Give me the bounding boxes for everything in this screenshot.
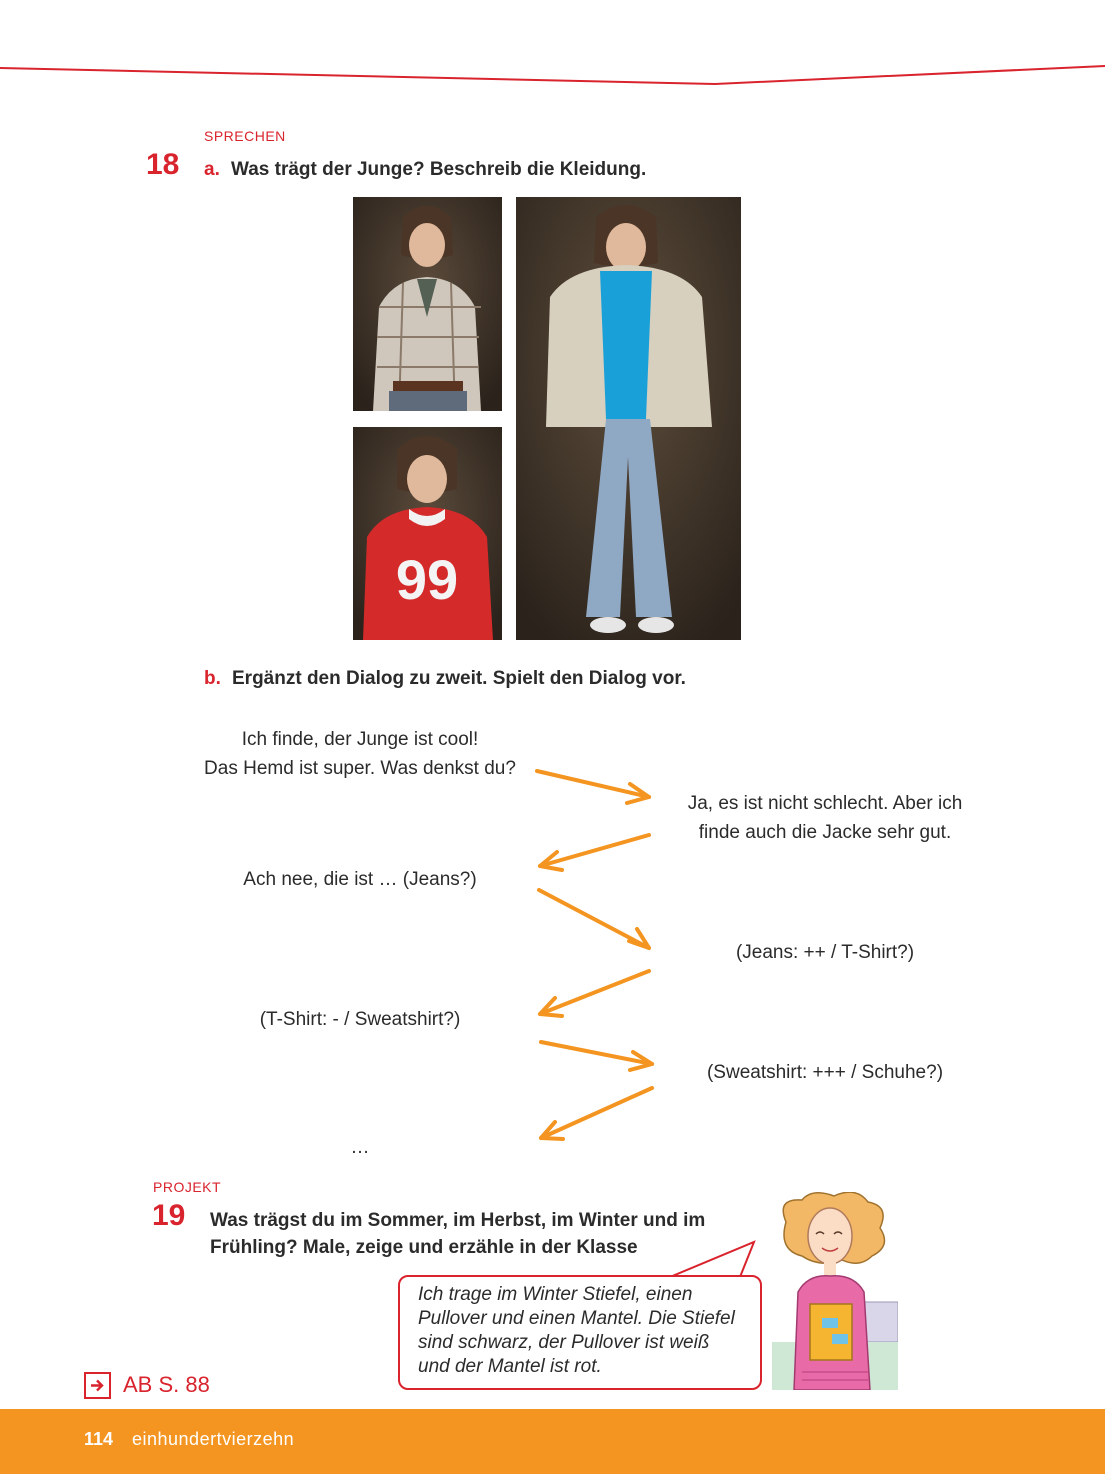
- dialog-line-2b: finde auch die Jacke sehr gut.: [698, 822, 952, 843]
- section-label-sprechen: SPRECHEN: [204, 128, 286, 144]
- page-number: 114: [84, 1429, 114, 1449]
- dialog-line-2a: Ja, es ist nicht schlecht. Aber ich: [687, 793, 963, 814]
- arrow-right-icon: [84, 1372, 111, 1399]
- instruction-19-line2: Frühling? Male, zeige und erzähle in der Klasse: [210, 1237, 638, 1258]
- instruction-19-line1: Was trägst du im Sommer, im Herbst, im Winter und im: [210, 1210, 706, 1231]
- arrow-1-icon: [537, 771, 649, 803]
- bubble-line-1: Ich trage im Winter Stiefel, einen: [418, 1284, 693, 1305]
- dialog-line-5: (T-Shirt: - / Sweatshirt?): [259, 1009, 461, 1030]
- section-label-projekt: PROJEKT: [153, 1179, 222, 1195]
- bubble-line-4: und der Mantel ist rot.: [418, 1356, 602, 1377]
- bubble-line-2: Pullover und einen Mantel. Die Stiefel: [418, 1308, 735, 1329]
- dialog-line-6: (Sweatshirt: +++ / Schuhe?): [706, 1062, 944, 1083]
- workbook-reference-label: AB S. 88: [123, 1372, 210, 1397]
- arrow-6-icon: [541, 1088, 652, 1139]
- photo-plaid-shirt: [353, 197, 502, 411]
- sub-letter-a: a.: [204, 159, 220, 180]
- shirt-number-99: 99: [395, 548, 459, 611]
- instruction-18a: Was trägt der Junge? Beschreib die Kleidung.: [231, 159, 647, 180]
- page-number-word: einhundertvierzehn: [132, 1429, 295, 1449]
- speech-bubble-tail: [600, 1236, 760, 1280]
- bubble-tail-cover: [757, 1278, 765, 1328]
- task-number-19: 19: [152, 1199, 186, 1232]
- arrow-2-icon: [540, 835, 649, 870]
- arrow-4-icon: [540, 971, 649, 1016]
- sub-letter-b: b.: [204, 668, 221, 689]
- dialog-line-3: Ach nee, die ist … (Jeans?): [243, 869, 477, 890]
- photo-red-tshirt: [353, 427, 502, 640]
- bubble-line-3: sind schwarz, der Pullover ist weiß: [418, 1332, 710, 1353]
- dialog-line-4: (Jeans: ++ / T-Shirt?): [735, 942, 915, 963]
- page-footer: [0, 1409, 1105, 1474]
- arrow-3-icon: [539, 890, 649, 948]
- arrow-5-icon: [541, 1042, 652, 1070]
- workbook-reference[interactable]: [84, 1370, 210, 1400]
- top-rule: [0, 62, 1105, 92]
- dialog-line-7: …: [350, 1137, 370, 1158]
- instruction-18b: Ergänzt den Dialog zu zweit. Spielt den Dialog vor.: [232, 668, 686, 689]
- task-number-18: 18: [146, 148, 180, 181]
- girl-illustration: [772, 1192, 898, 1390]
- speech-bubble: [398, 1275, 762, 1390]
- dialog-line-1a: Ich finde, der Junge ist cool!: [241, 729, 479, 750]
- dialog-line-1b: Das Hemd ist super. Was denkst du?: [204, 758, 516, 779]
- photo-blazer-jeans: [516, 197, 741, 640]
- speech-bubble-text: [418, 1283, 762, 1379]
